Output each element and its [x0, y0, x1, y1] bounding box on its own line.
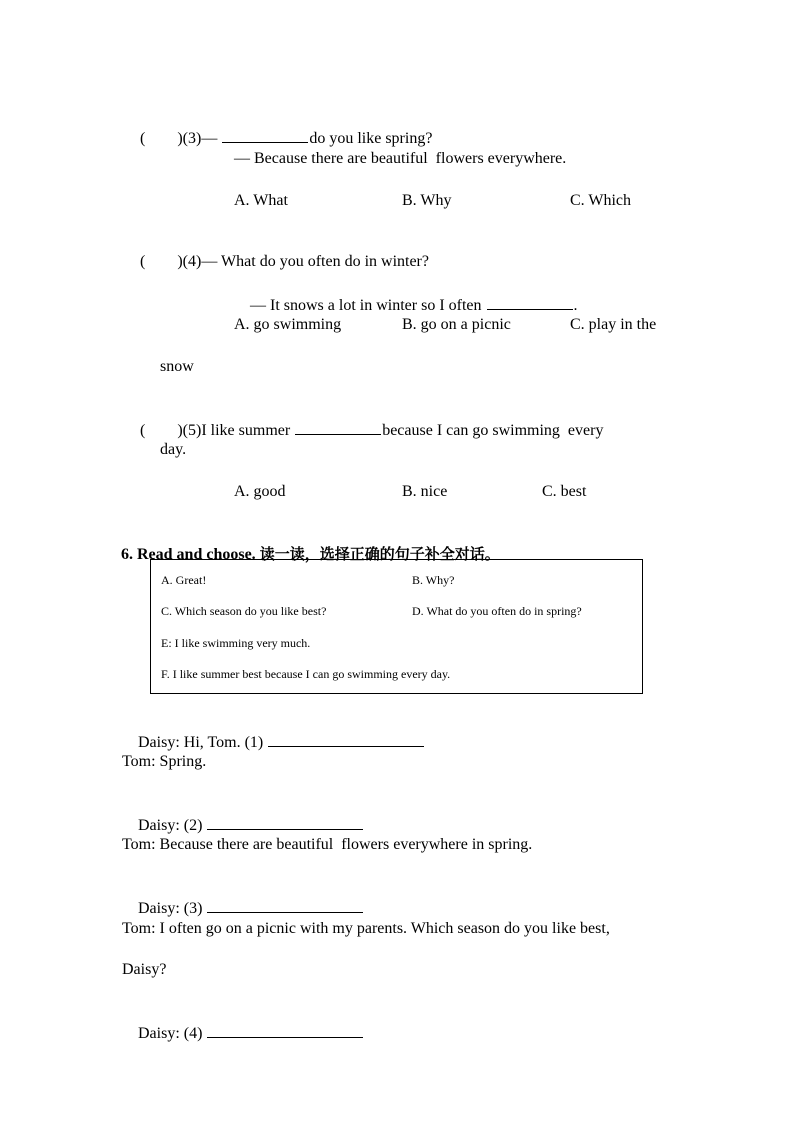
answer-blank-1[interactable] [268, 731, 424, 747]
dialogue-line-4: Tom: Because there are beautiful flowers everywhere in spring. [122, 836, 533, 853]
question-4-option-c-wrap: snow [160, 358, 194, 375]
fill-blank[interactable] [295, 419, 381, 435]
choice-a: A. Great! [161, 573, 207, 587]
question-number: (3) [182, 130, 202, 147]
answer-blank-3[interactable] [207, 897, 363, 913]
question-text: — What do you often do in winter? [201, 253, 429, 270]
answer-blank-2[interactable] [207, 814, 363, 830]
choice-f: F. I like summer best because I can go swimming every day. [161, 667, 451, 681]
fill-blank[interactable] [487, 294, 573, 310]
dialogue-line-6: Tom: I often go on a picnic with my parents. Which season do you like best, [122, 920, 610, 937]
question-4-option-c[interactable]: C. play in the [570, 316, 657, 333]
section-title-en: Read and choose. [137, 546, 256, 563]
question-5-option-c[interactable]: C. best [542, 483, 587, 500]
choice-c: C. Which season do you like best? [161, 604, 327, 618]
section-title-zh: 读一读，选择正确的句子补全对话。 [259, 545, 500, 563]
dialogue-text: Daisy: (4) [138, 1025, 203, 1042]
question-3-option-a[interactable]: A. What [234, 192, 288, 209]
choice-b: B. Why? [412, 573, 455, 587]
question-5-wrap: day. [160, 441, 187, 458]
dialogue-text: Daisy: (2) [138, 817, 203, 834]
answer-paren[interactable]: ( ) [140, 130, 183, 147]
question-number: (5) [182, 422, 202, 439]
question-number: (4) [182, 253, 202, 270]
fill-blank[interactable] [222, 127, 308, 143]
reply-end: . [573, 297, 578, 314]
question-text: I like summer [201, 422, 291, 439]
question-3-reply: — Because there are beautiful flowers everywhere. [234, 150, 567, 167]
choices-box [150, 559, 643, 694]
question-4-option-a[interactable]: A. go swimming [234, 316, 342, 333]
choice-d: D. What do you often do in spring? [412, 604, 582, 618]
question-3-option-c[interactable]: C. Which [570, 192, 632, 209]
dialogue-line-7: Daisy? [122, 961, 167, 978]
answer-paren[interactable]: ( ) [140, 253, 183, 270]
question-5-option-b[interactable]: B. nice [402, 483, 448, 500]
question-5-option-a[interactable]: A. good [234, 483, 286, 500]
dialogue-line-8 [122, 1002, 364, 1064]
question-4-option-b[interactable]: B. go on a picnic [402, 316, 511, 333]
section-number: 6. [121, 546, 133, 563]
answer-paren[interactable]: ( ) [140, 422, 183, 439]
dialogue-text: Daisy: (3) [138, 900, 203, 917]
answer-blank-4[interactable] [207, 1022, 363, 1038]
dash: — [201, 130, 218, 147]
reply-text: — It snows a lot in winter so I often [250, 297, 482, 314]
question-3-option-b[interactable]: B. Why [402, 192, 452, 209]
choice-e: E: I like swimming very much. [161, 636, 311, 650]
dialogue-text: Daisy: Hi, Tom. (1) [138, 734, 264, 751]
dialogue-line-2: Tom: Spring. [122, 753, 207, 770]
question-5-stem [124, 399, 603, 461]
question-text: do you like spring? [309, 130, 433, 147]
question-text-cont: because I can go swimming every [382, 422, 604, 439]
